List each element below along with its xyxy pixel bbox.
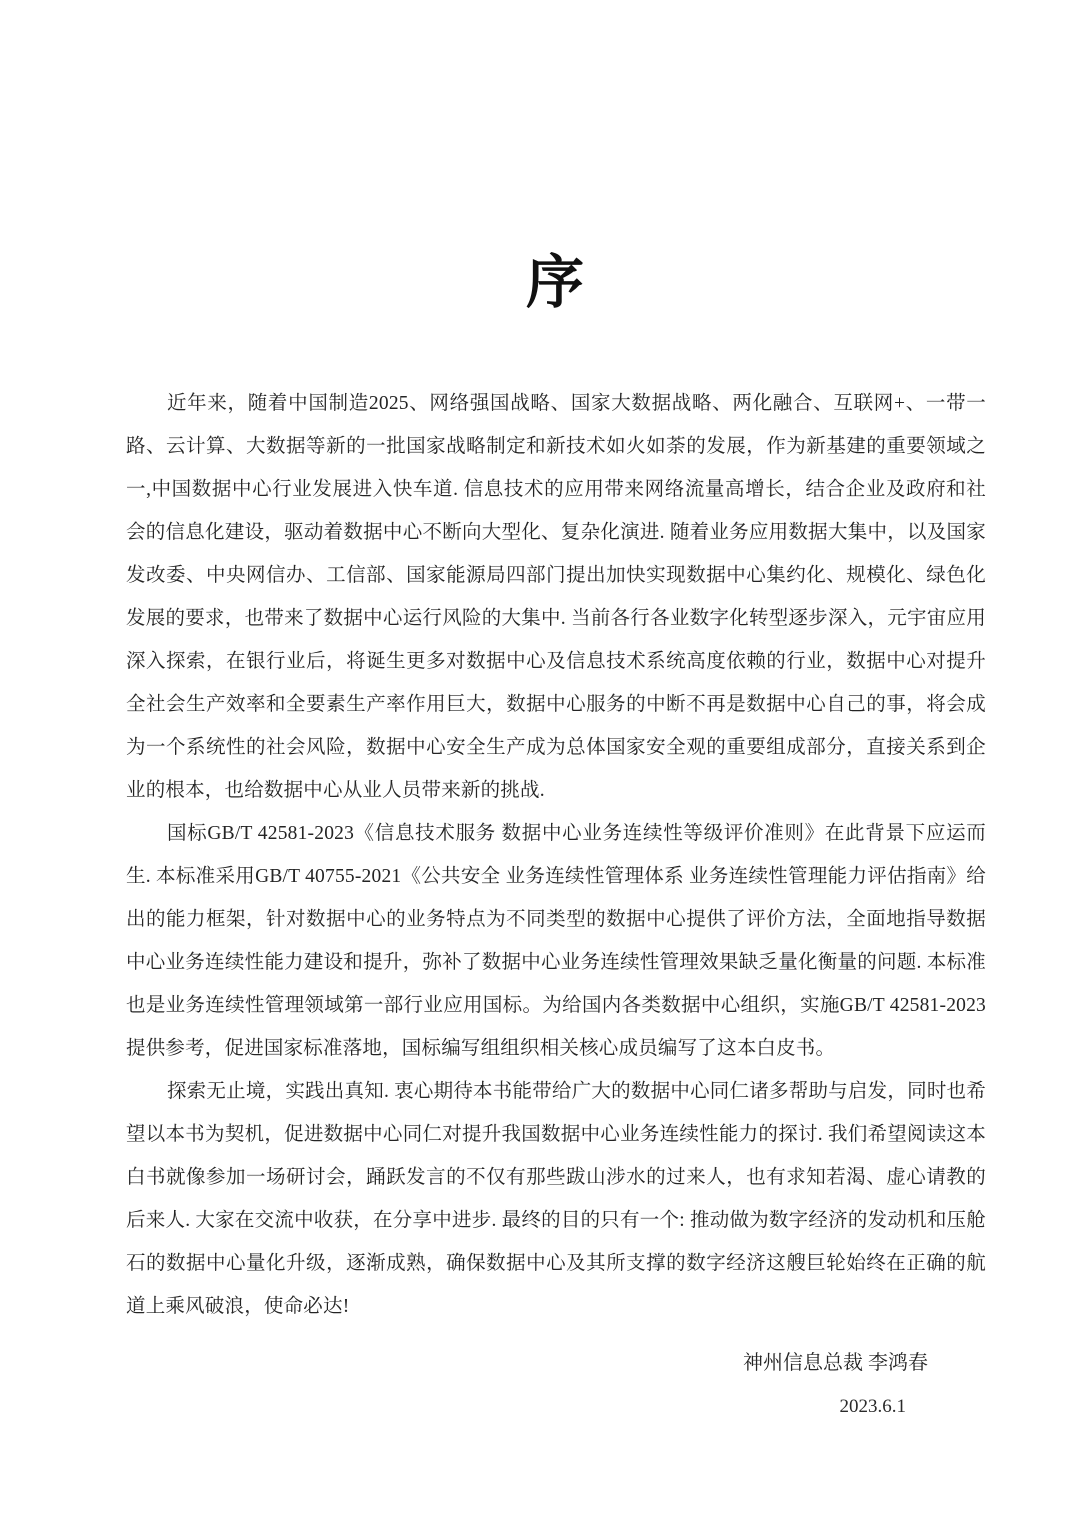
paragraph-1: 近年来，随着中国制造2025、网络强国战略、国家大数据战略、两化融合、互联网+、一带一路、云计算、大数据等新的一批国家战略制定和新技术如火如荼的发展，作为新基建的重要领域之一,中国数据中心行业发展进入快车道. 信息技术的应用带来网络流量高增长，结合企业及政府和社会的信息化建设，驱动着数据中心不断向大型化、复杂化演进. 随着业务应用数据大集中，以及国家发改委、中央网信办、工信部、国家能源局四部门提出加快实现数据中心集约化、规模化、绿色化发展的要求，也带来了数据中心运行风险的大集中. 当前各行各业数字化转型逐步深入，元宇宙应用深入探索，在银行业后，将诞生更多对数据中心及信息技术系统高度依赖的行业，数据中心对提升全社会生产效率和全要素生产率作用巨大，数据中心服务的中断不再是数据中心自己的事，将会成为一个系统性的社会风险，数据中心安全生产成为总体国家安全观的重要组成部分，直接关系到企业的根本，也给数据中心从业人员带来新的挑战. [126,393,986,801]
paragraph-2: 国标GB/T 42581-2023《信息技术服务 数据中心业务连续性等级评价准则》在此背景下应运而生. 本标准采用GB/T 40755-2021《公共安全 业务连续性管理体系 业务连续性管理能力评估指南》给出的能力框架，针对数据中心的业务特点为不同类型的数据中心提供了评价方法，全面地指导数据中心业务连续性能力建设和提升，弥补了数据中心业务连续性管理效果缺乏量化衡量的问题. 本标准也是业务连续性管理领域第一部行业应用国标。为给国内各类数据中心组织，实施GB/T 42581-2023提供参考，促进国家标准落地，国标编写组组织相关核心成员编写了这本白皮书。 [126,823,986,1059]
signature-line: 神州信息总裁 李鸿春 [743,1352,928,1374]
page-title: 序 [525,250,586,315]
paragraph-3: 探索无止境，实践出真知. 衷心期待本书能带给广大的数据中心同仁诸多帮助与启发，同时也希望以本书为契机，促进数据中心同仁对提升我国数据中心业务连续性能力的探讨. 我们希望阅读这本白书就像参加一场研讨会，踊跃发言的不仅有那些跋山涉水的过来人，也有求知若渴、虚心请教的后来人. 大家在交流中收获，在分享中进步. 最终的目的只有一个: 推动做为数字经济的发动机和压舱石的数据中心量化升级，逐渐成熟，确保数据中心及其所支撑的数字经济这艘巨轮始终在正确的航道上乘风破浪，使命必达! [126,1081,986,1317]
page-content [126,250,986,1428]
date-line: 2023.6.1 [839,1396,906,1417]
